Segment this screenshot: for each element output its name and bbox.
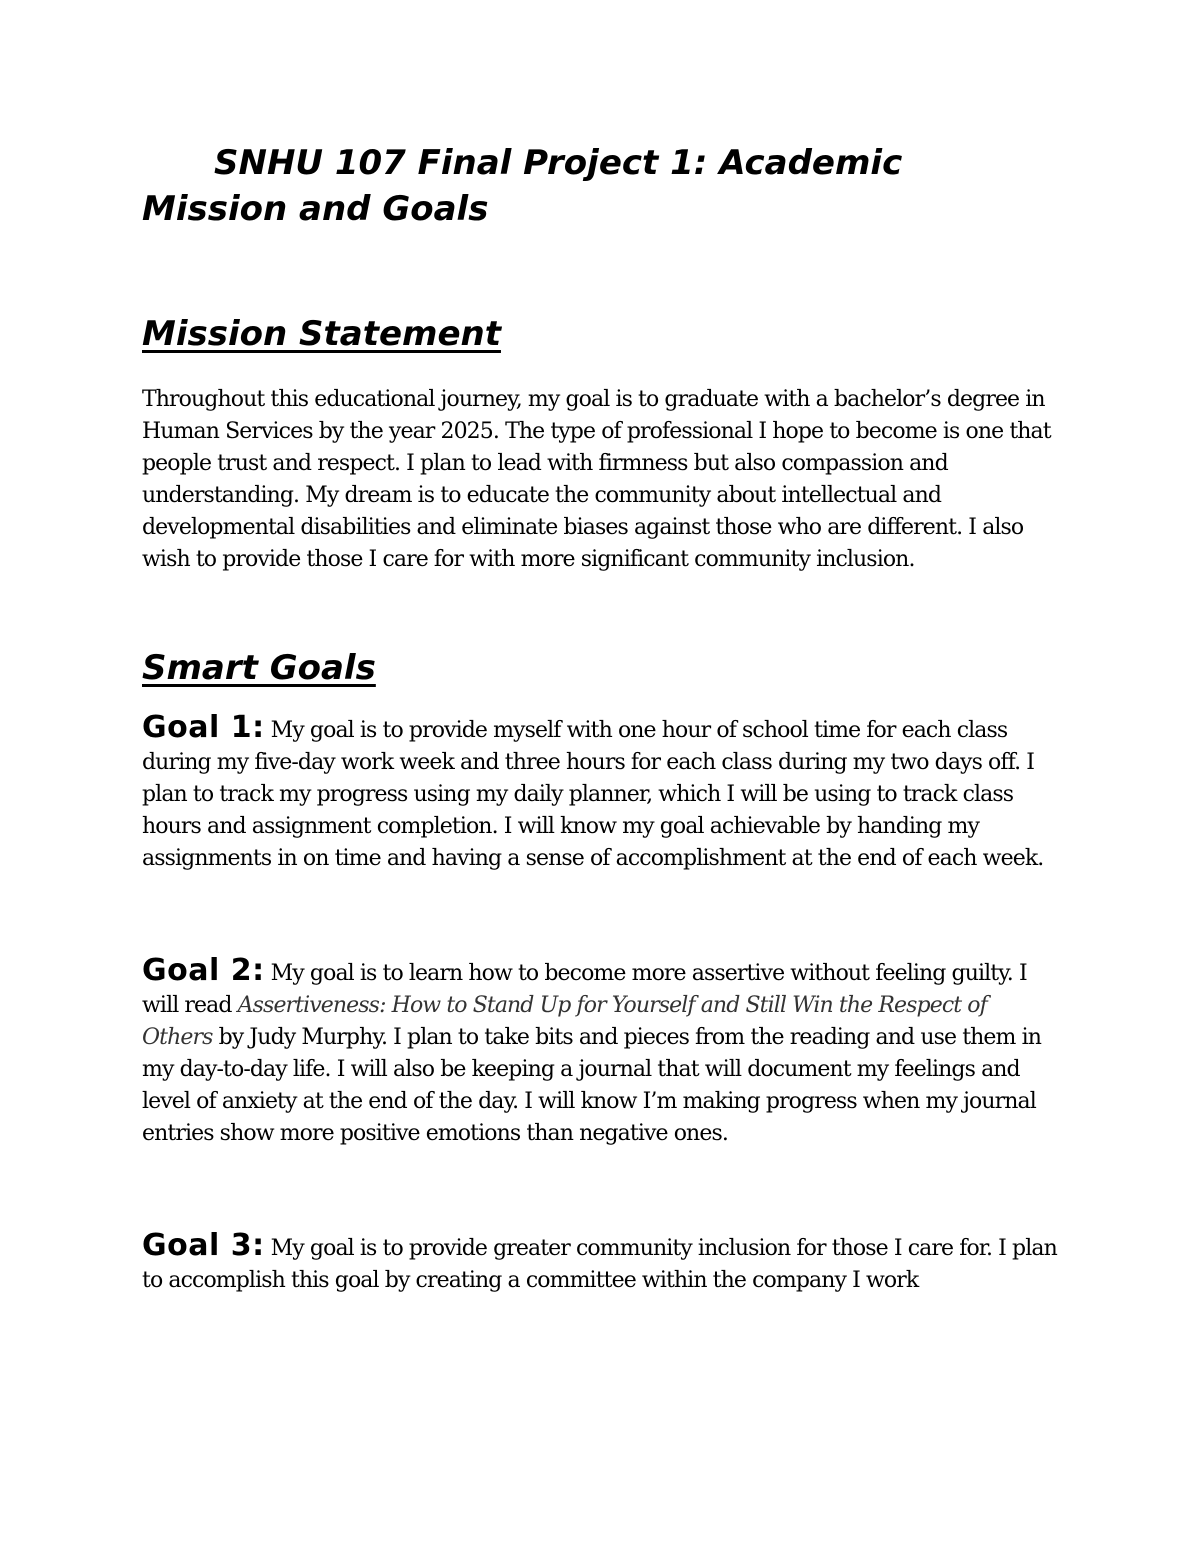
goal-2-text-before: My goal is to learn how to become more assertive without feeling guilty. I will read [142,961,1027,1018]
goal-3-text: My goal is to provide greater community inclusion for those I care for. I plan to accomplish this goal by creating a committee within the company I work [142,1236,1057,1293]
goal-1-paragraph [142,712,1057,875]
goal-3-label: Goal 3: [142,1228,265,1263]
smart-goals-heading: Smart Goals [142,648,376,688]
goal-2-paragraph [142,955,1057,1150]
goal-3-paragraph [142,1230,1057,1297]
mission-statement-text: Throughout this educational journey, my goal is to graduate with a bachelor’s degree in Human Services by the year 2025. The type of professional I hope to become is one that people trust and respect. I plan to lead with firmness but also compassion and understanding. My dream is to educate the community about intellectual and developmental disabilities and eliminate biases against those who are different. I also wish to provide those I care for with more significant community inclusion. [142,387,1051,572]
mission-statement-heading: Mission Statement [142,314,501,354]
goal-2-book-title: Assertiveness: How to Stand Up for Yourself and Still Win the Respect of Others [142,993,987,1050]
document-page [142,140,1057,1297]
goal-2-label: Goal 2: [142,953,265,988]
document-title: SNHU 107 Final Project 1: Academic Mission and Goals [142,143,903,229]
goal-2-text-after: by Judy Murphy. I plan to take bits and pieces from the reading and use them in my day-to-day life. I will also be keeping a journal that will document my feelings and level of anxiety at the end of the day. I will know I’m making progress when my journal entries show more positive emotions than negative ones. [142,1025,1041,1146]
goal-1-text: My goal is to provide myself with one hour of school time for each class during my five-day work week and three hours for each class during my two days off. I plan to track my progress using my daily planner, which I will be using to track class hours and assignment completion. I will know my goal achievable by handing my assignments in on time and having a sense of accomplishment at the end of each week. [142,718,1044,871]
goal-1-label: Goal 1: [142,710,265,745]
